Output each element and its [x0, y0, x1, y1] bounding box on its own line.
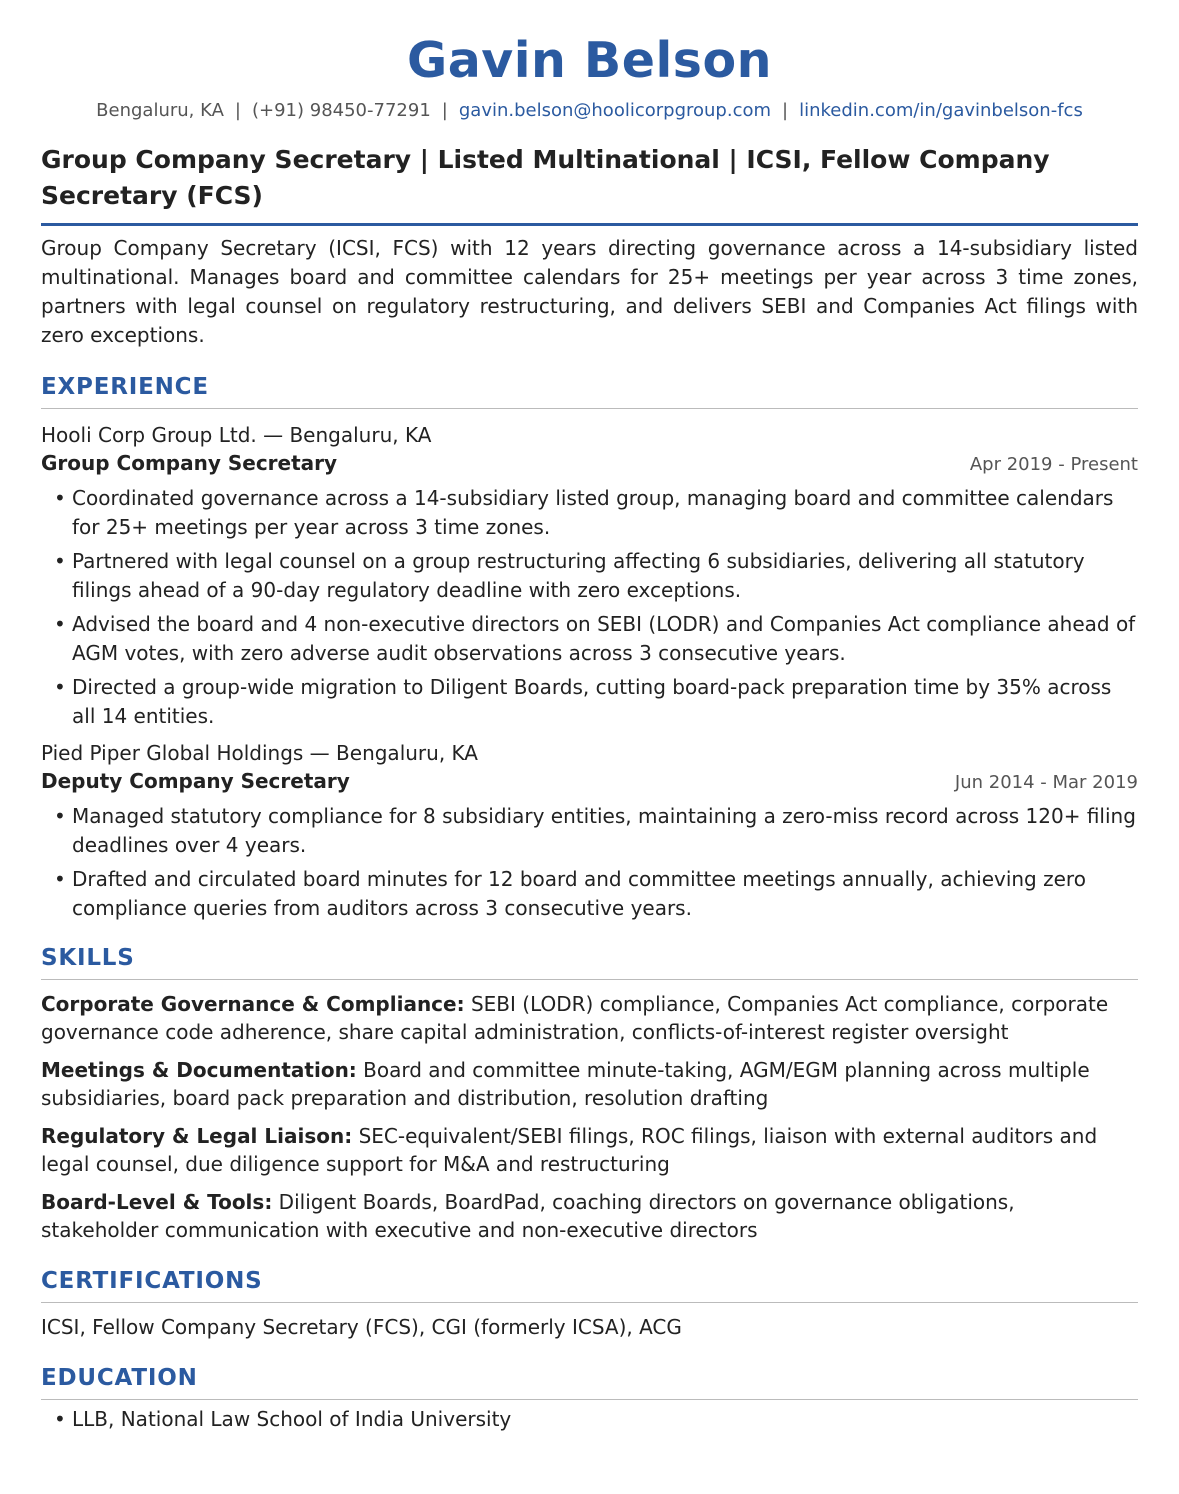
- professional-summary: Group Company Secretary (ICSI, FCS) with 12 years directing governance across a 14-subsidiary listed multinational. Manages board and committee calendars for 25+ meetings per year across 3 time zones, partners with legal counsel on regulatory restructuring, and delivers SEBI and Companies Act filings with zero exceptions.: [41, 236, 1138, 347]
- achievement-bullet: • Advised the board and 4 non-executive directors on SEBI (LODR) and Companies Act compliance ahead of AGM votes, with zero adverse audit observations across 3 consecutive years.: [41, 610, 1138, 668]
- skill-group-text: SEBI (LODR) compliance, Companies Act compliance, corporate governance code adherence, share capital administration, conflicts-of-interest register oversight: [41, 992, 1109, 1044]
- achievement-bullet: • Coordinated governance across a 14-subsidiary listed group, managing board and committee calendars for 25+ meetings per year across 3 time zones.: [41, 484, 1138, 542]
- job-title: Deputy Company Secretary: [41, 769, 350, 793]
- job-dates: Apr 2019 - Present: [969, 454, 1138, 475]
- achievement-list: [41, 802, 1138, 923]
- professional-headline: Group Company Secretary | Listed Multinational | ICSI, Fellow Company Secretary (FCS): [41, 142, 1138, 226]
- skill-group-text: Diligent Boards, BoardPad, coaching directors on governance obligations, stakeholder communication with executive and non-executive directors: [41, 1190, 1015, 1242]
- contact-line: [41, 99, 1138, 123]
- candidate-name: Gavin Belson: [406, 32, 773, 89]
- job-dates: Jun 2014 - Mar 2019: [954, 772, 1138, 793]
- experience-entry: [41, 421, 1138, 731]
- achievement-list: [41, 484, 1138, 731]
- skill-group-label: Regulatory & Legal Liaison:: [41, 1124, 353, 1148]
- achievement-bullet: • Drafted and circulated board minutes for 12 board and committee meetings annually, achieving zero compliance queries from auditors across 3 consecutive years.: [41, 865, 1138, 923]
- education-list: [41, 1405, 1138, 1434]
- certifications-text: ICSI, Fellow Company Secretary (FCS), CGI (formerly ICSA), ACG: [41, 1315, 682, 1339]
- skill-group-text: SEC-equivalent/SEBI filings, ROC filings, liaison with external auditors and legal counsel, due diligence support for M&A and restructuring: [41, 1124, 1098, 1176]
- skill-group-text: Board and committee minute-taking, AGM/EGM planning across multiple subsidiaries, board pack preparation and distribution, resolution drafting: [41, 1058, 1090, 1110]
- achievement-bullet: • Managed statutory compliance for 8 subsidiary entities, maintaining a zero-miss record across 120+ filing deadlines over 4 years.: [41, 802, 1138, 860]
- contact-separator: |: [234, 100, 241, 121]
- education-item: • LLB, National Law School of India University: [41, 1405, 1138, 1434]
- section-title-education: EDUCATION: [41, 1363, 1138, 1400]
- achievement-bullet: • Directed a group-wide migration to Diligent Boards, cutting board-pack preparation time by 35% across all 14 entities.: [41, 673, 1138, 731]
- contact-phone: (+91) 98450-77291: [252, 100, 431, 121]
- contact-linkedin-link[interactable]: linkedin.com/in/gavinbelson-fcs: [799, 100, 1083, 121]
- contact-location: Bengaluru, KA: [96, 100, 224, 121]
- experience-entry: [41, 739, 1138, 923]
- company-name: Hooli Corp Group Ltd. — Bengaluru, KA: [41, 423, 432, 447]
- company-name: Pied Piper Global Holdings — Bengaluru, KA: [41, 741, 478, 765]
- section-title-experience: EXPERIENCE: [41, 372, 1138, 409]
- contact-separator: |: [441, 100, 448, 121]
- section-title-skills: SKILLS: [41, 943, 1138, 980]
- skill-group: [41, 1188, 1138, 1244]
- contact-email-link[interactable]: gavin.belson@hoolicorpgroup.com: [458, 100, 772, 121]
- job-title: Group Company Secretary: [41, 451, 338, 475]
- achievement-bullet: • Partnered with legal counsel on a group restructuring affecting 6 subsidiaries, delivering all statutory filings ahead of a 90-day regulatory deadline with zero exceptions.: [41, 547, 1138, 605]
- skill-group-label: Board-Level & Tools:: [41, 1190, 273, 1214]
- skill-group-label: Corporate Governance & Compliance:: [41, 992, 465, 1016]
- role-row: [41, 767, 1138, 797]
- skill-group: [41, 990, 1138, 1046]
- skill-group: [41, 1122, 1138, 1178]
- skill-group-label: Meetings & Documentation:: [41, 1058, 357, 1082]
- skill-group: [41, 1056, 1138, 1112]
- role-row: [41, 449, 1138, 479]
- section-title-certifications: CERTIFICATIONS: [41, 1266, 1138, 1303]
- contact-separator: |: [782, 100, 789, 121]
